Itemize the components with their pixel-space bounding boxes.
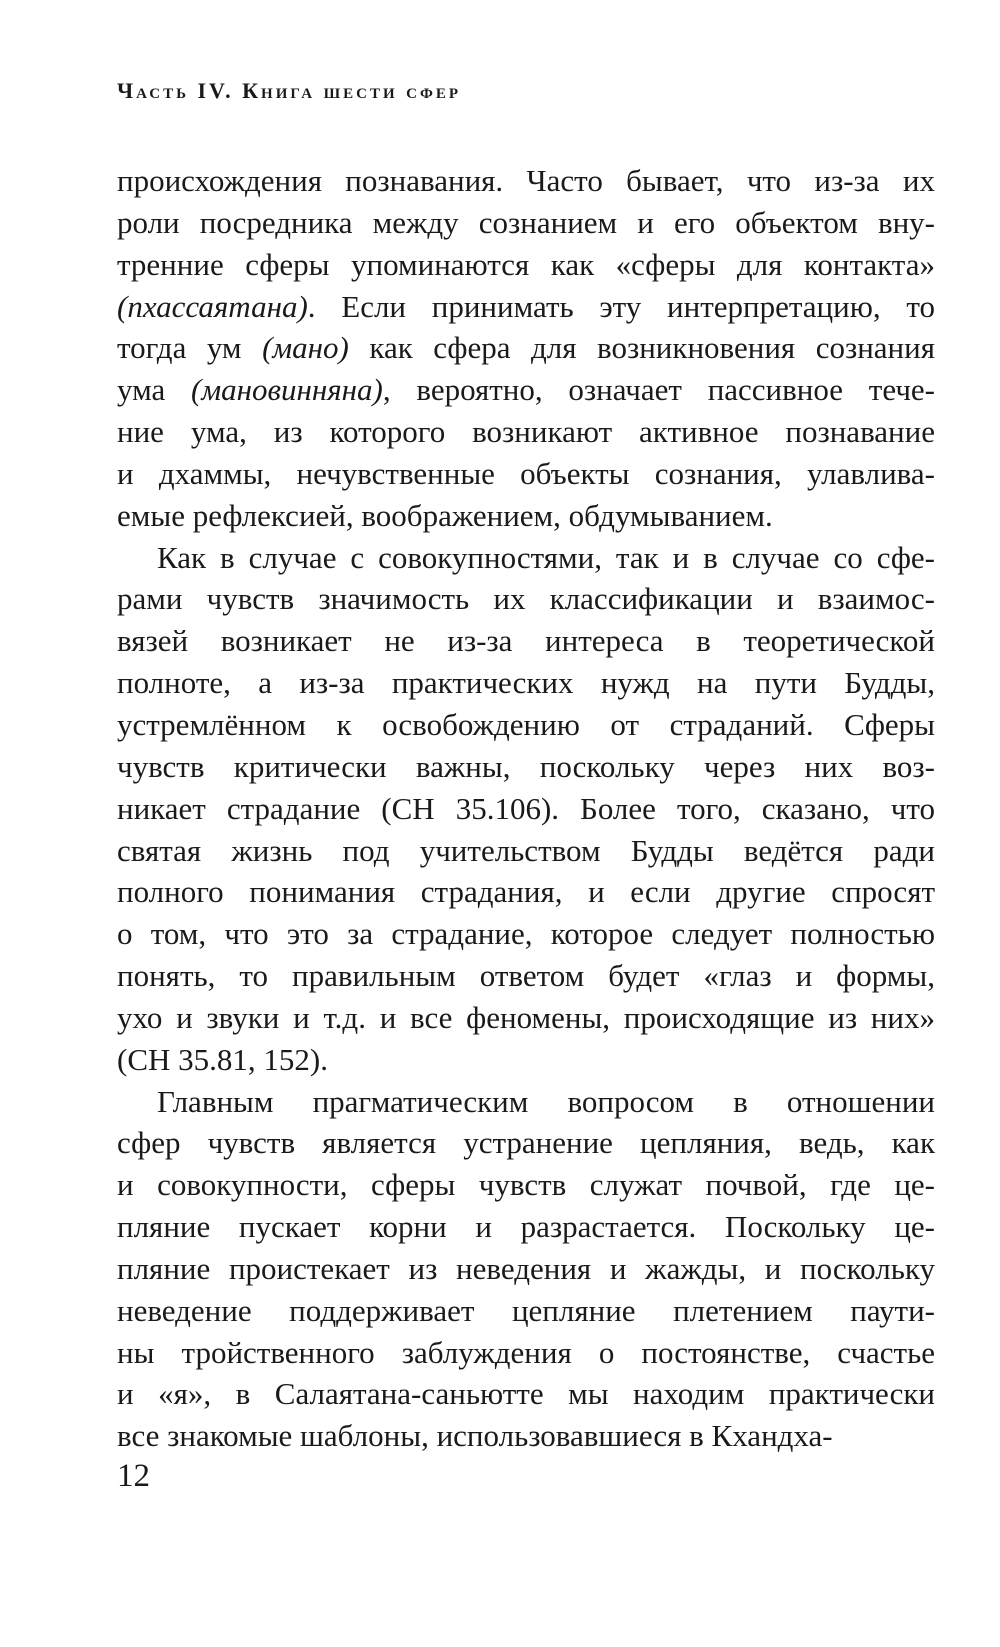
text-run: пляние пускает корни и разрастается. Поскольку це- [117,1209,935,1245]
text-line [117,1039,935,1081]
text-run: и «я», в Салаятана-саньютте мы находим практически [117,1376,935,1412]
text-line [117,997,935,1039]
text-run: никает страдание (СН 35.106). Более того, сказано, что [117,790,935,826]
text-line [117,955,935,997]
text-line [117,1122,935,1164]
text-line [117,537,935,579]
text-line [117,1373,935,1415]
text-run: . Если принимать эту интерпретацию, то [307,288,935,324]
text-run: сфер чувств является устранение цепляния, ведь, как [117,1125,935,1161]
text-line [117,1290,935,1332]
text-run: как сфера для возникновения сознания [348,330,935,366]
text-run: пляние проистекает из неведения и жажды, и поскольку [117,1250,935,1286]
text-line [117,620,935,662]
page-number: 12 [117,1458,150,1494]
paragraph [117,1081,935,1458]
text-run: ума [117,372,192,408]
text-line [117,453,935,495]
text-run: , вероятно, означает пассивное тече- [382,372,935,408]
text-run: понять, то правильным ответом будет «глаз и формы, [117,958,935,994]
text-line [117,1248,935,1290]
text-line [117,369,935,411]
text-run: неведение поддерживает цепляние плетением паути- [117,1292,935,1328]
text-line [117,160,935,202]
text-line [117,746,935,788]
italic-term: (мано) [262,330,349,366]
text-line [117,578,935,620]
text-run: происхождения познавания. Часто бывает, что из-за их [117,163,935,198]
body-text [117,160,935,1457]
text-run: Главным прагматическим вопросом в отношении [157,1083,935,1119]
text-run: емые рефлексией, воображением, обдумыванием. [117,497,773,533]
text-line [117,913,935,955]
text-line [117,871,935,913]
text-run: рами чувств значимость их классификации и взаимос- [117,581,935,617]
text-line [117,788,935,830]
text-run: ны тройственного заблуждения о постоянстве, счастье [117,1334,935,1370]
text-line [117,411,935,453]
text-run: святая жизнь под учительством Будды ведётся ради [117,832,935,868]
text-run: полного понимания страдания, и если другие спросят [117,874,935,910]
text-run: роли посредника между сознанием и его объектом вну- [117,204,935,240]
text-run: и дхаммы, нечувственные объекты сознания, улавлива- [117,455,935,491]
text-line [117,1081,935,1123]
text-run: тогда ум [117,330,263,366]
italic-term: (пхассаятана) [117,288,308,324]
italic-term: (мановинняна) [191,372,383,408]
text-line [117,662,935,704]
text-line [117,1206,935,1248]
text-run: ние ума, из которого возникают активное познавание [117,414,935,450]
text-line [117,1164,935,1206]
text-run: (СН 35.81, 152). [117,1041,328,1077]
text-run: и совокупности, сферы чувств служат почвой, где це- [117,1167,935,1203]
text-run: тренние сферы упоминаются как «сферы для контакта» [117,246,935,282]
text-run: о том, что это за страдание, которое следует полностью [117,916,935,952]
text-run: устремлённом к освобождению от страданий. Сферы [117,706,935,742]
text-line [117,327,935,369]
text-run: все знакомые шаблоны, использовавшиеся в Кхандха- [117,1418,833,1454]
paragraph [117,160,935,537]
text-run: полноте, а из-за практических нужд на пути Будды, [117,665,935,701]
text-run: Как в случае с совокупностями, так и в случае со сфе- [157,539,935,575]
text-line [117,1332,935,1374]
text-line [117,1415,935,1457]
running-header: Часть IV. Книга шести сфер [117,78,461,103]
text-line [117,830,935,872]
text-run: вязей возникает не из-за интереса в теоретической [117,623,935,659]
text-run: ухо и звуки и т.д. и все феномены, происходящие из них» [117,999,935,1035]
text-run: чувств критически важны, поскольку через них воз- [117,748,935,784]
text-line [117,495,935,537]
text-line [117,704,935,746]
paragraph [117,537,935,1081]
text-line [117,286,935,328]
text-line [117,202,935,244]
text-line [117,244,935,286]
